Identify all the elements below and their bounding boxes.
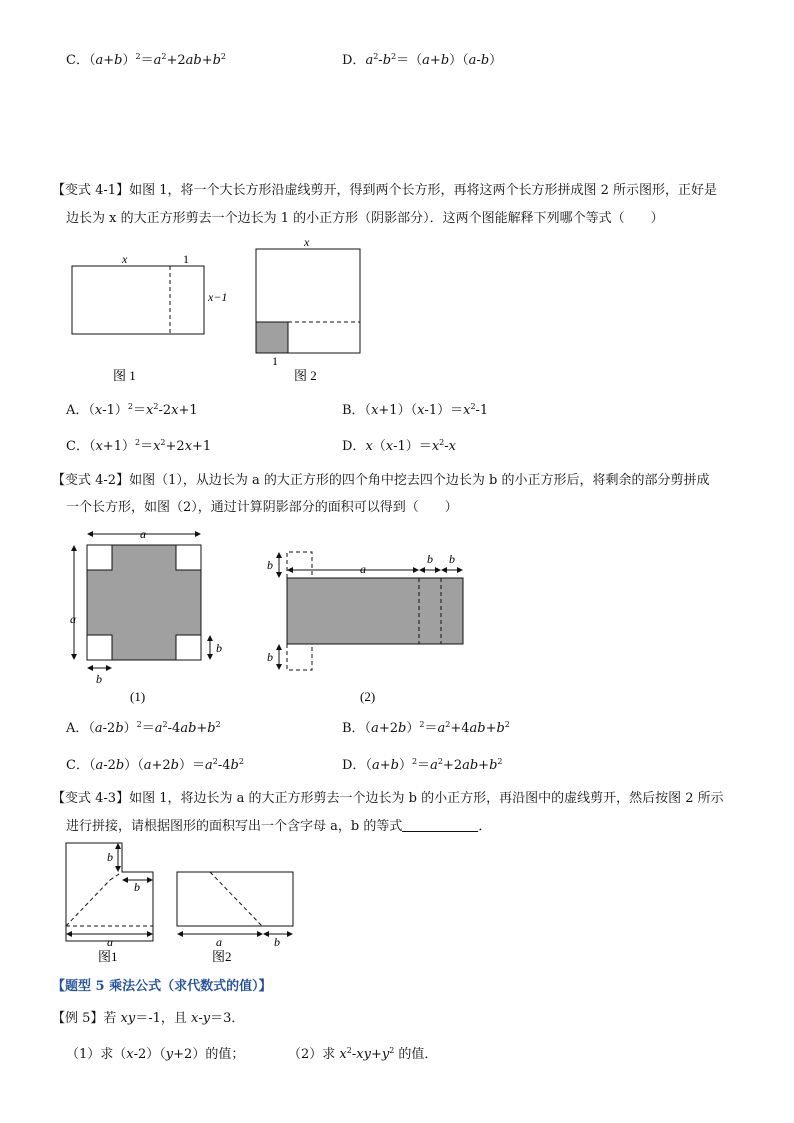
v41-option-d: D．$x(x-1)=x^2-x$ <box>342 438 456 454</box>
v41-option-c: C．$(x+1)^2=x^2+2x+1$ <box>66 438 212 454</box>
v41-fig2-caption: 图 2 <box>294 368 317 383</box>
ex5-q2: （2）求 $x^2-xy+y^2$ 的值． <box>288 1046 438 1062</box>
ex5-line1: 【例 5】若 xy＝-1，且 x-y＝3． <box>52 1011 245 1026</box>
v43-line2: 进行拼接，请根据图形的面积写出一个含字母 a，b 的等式 ． <box>66 819 492 834</box>
v41-line1: 【变式 4-1】如图 1，将一个大长方形沿虚线剪开，得到两个长方形，再将这两个长方形拼成图 2 所示图形，正好是 <box>52 183 718 198</box>
v41-option-b: B．$(x+1)(x-1)=x^2-1$ <box>342 402 489 418</box>
v42-fig1-a-top: a <box>140 527 146 541</box>
section-heading: 【题型 5 乘法公式（求代数式的值）】 <box>52 979 272 994</box>
v41-option-a: A．$(x-1)^2=x^2-2x+1$ <box>66 402 198 418</box>
v42-option-c: C．$(a-2b)(a+2b)=a^2-4b^2$ <box>66 757 244 773</box>
v43-fig1-b-left: b <box>107 850 113 864</box>
v42-fig1-b-right: b <box>216 641 222 655</box>
v42-fig1-a-left: a <box>70 612 76 626</box>
v42-fig1-caption: (1) <box>130 689 146 704</box>
v43-fig2-a: a <box>216 935 222 949</box>
v42-option-a: A．$(a-2b)^2=a^2-4ab+b^2$ <box>66 720 221 736</box>
v43-fig2-b: b <box>274 935 280 949</box>
option-d-top: D．$a^2-b^2=(a+b)(a-b)$ <box>342 52 503 68</box>
v43-fig1-b-right: b <box>134 880 140 894</box>
v43-fig2-caption: 图2 <box>212 949 232 964</box>
v41-fig2-x: x <box>304 235 310 249</box>
v41-fig1-caption: 图 1 <box>113 368 136 383</box>
v41-fig1-xm1: x−1 <box>208 290 228 304</box>
v43-fig1-a: a <box>107 935 113 949</box>
v42-line1: 【变式 4-2】如图（1），从边长为 a 的大正方形的四个角中挖去四个边长为 b 的小正方形后，将剩余的部分剪拼成 <box>52 473 710 488</box>
v42-option-b: B．$(a+2b)^2=a^2+4ab+b^2$ <box>342 720 510 736</box>
v43-line1: 【变式 4-3】如图 1，将边长为 a 的大正方形剪去一个边长为 b 的小正方形，再沿图中的虚线剪开，然后按图 2 所示 <box>52 791 724 806</box>
v41-fig1-one: 1 <box>183 252 189 266</box>
v42-fig2-b-top1: b <box>427 552 433 566</box>
v42-line2: 一个长方形，如图（2），通过计算阴影部分的面积可以得到（ ） <box>66 500 458 515</box>
v42-fig2-b-left1: b <box>267 558 273 572</box>
v42-fig2-a: a <box>360 562 366 576</box>
v42-fig2-b-left2: b <box>267 650 273 664</box>
v41-fig2-one: 1 <box>272 354 278 368</box>
v42-option-d: D．$(a+b)^2=a^2+2ab+b^2$ <box>342 757 503 773</box>
option-c-top: C．$(a+b)^2=a^2+2ab+b^2$ <box>66 52 227 68</box>
v42-fig2-b-top2: b <box>449 552 455 566</box>
ex5-q1: （1）求（x-2）（y+2）的值； <box>66 1047 245 1062</box>
v43-fig1-caption: 图1 <box>98 949 118 964</box>
v42-fig2-caption: (2) <box>360 689 376 704</box>
v41-line2: 边长为 x 的大正方形剪去一个边长为 1 的小正方形（阴影部分）．这两个图能解释下列哪个等式（ ） <box>66 211 664 226</box>
v41-fig1-x: x <box>122 252 128 266</box>
v42-fig1-b-bottom: b <box>96 672 102 686</box>
